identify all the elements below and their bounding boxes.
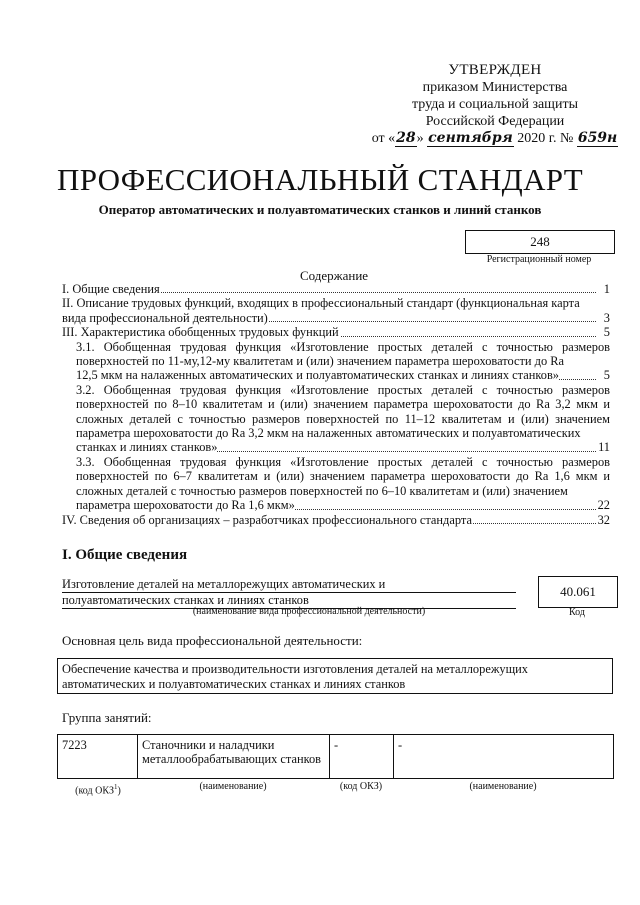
okz-code-cell: 7223 — [58, 735, 138, 779]
approval-date-line — [370, 130, 620, 147]
toc-item-3[interactable] — [62, 325, 610, 339]
date-year: 2020 г. № — [517, 131, 574, 146]
approval-line-2: труда и социальной защиты — [412, 97, 578, 112]
section-1-title: I. Общие сведения — [62, 547, 188, 563]
approval-line-3: Российской Федерации — [425, 114, 565, 129]
toc-item-text: I. Общие сведения — [62, 282, 160, 296]
occupation-group-label: Группа занятий: — [62, 710, 152, 725]
toc-item-1[interactable] — [62, 282, 610, 296]
approval-block — [370, 62, 620, 147]
document-subtitle: Оператор автоматических и полуавтоматических станков и линий станков — [98, 202, 542, 217]
handwritten-order-number: 659н — [577, 130, 618, 146]
approval-line-1: приказом Министерства — [422, 80, 568, 95]
toc-item-text: параметра шероховатости до Ra 1,6 мкм» — [76, 498, 295, 513]
occupation-name-cell-2: - — [394, 735, 614, 779]
toc-item-page: 5 — [603, 325, 610, 340]
toc-item-text-lead: II. Описание трудовых функций, входящих в профессиональный стандарт (функциональная карта — [62, 296, 580, 311]
activity-name-caption: (наименование вида профессиональной деятельности) — [192, 606, 426, 617]
toc-heading: Содержание — [299, 268, 369, 283]
toc-item-page: 22 — [597, 498, 610, 513]
toc-item-text: станках и линиях станков» — [76, 440, 218, 455]
activity-name — [62, 577, 516, 609]
occupation-group-table — [57, 734, 614, 779]
activity-code-box: 40.061 — [538, 576, 618, 608]
toc-item-text: III. Характеристика обобщенных трудовых функций — [62, 325, 339, 340]
toc-item-3-3[interactable] — [62, 455, 610, 513]
toc-item-text-lead: 3.1. Обобщенная трудовая функция «Изготовление простых деталей с точностью размеров поверхностей по 11-му,12-му квалитетам и (или) значением параметра шероховатости до Ra — [76, 339, 610, 369]
toc-item-page: 32 — [597, 512, 610, 527]
table-of-contents — [62, 282, 610, 527]
handwritten-day: 28 — [396, 130, 416, 146]
toc-item-text-lead: 3.3. Обобщенная трудовая функция «Изготовление простых деталей с точностью размеров поверхностей по 6–7 квалитетам и (или) значением параметра шероховатости до Ra 1,6 мкм и сложных деталей с точностью размеров поверхностей по 6–10 квалитетам и (или) значением — [76, 454, 610, 498]
activity-name-line-2: полуавтоматических станках и линиях станков — [62, 593, 516, 609]
toc-item-text-lead: 3.2. Обобщенная трудовая функция «Изготовление простых деталей с точностью размеров поверхностей по 8–10 квалитетам и (или) значением параметра шероховатости до Ra 3,2 мкм и сложных деталей с точностью размеров поверхностей по 11–12 квалитетам и (или) значением параметра шероховатости до Ra 3,2 мкм на налаженных автоматических и полуавтоматических — [76, 382, 610, 441]
toc-item-text: 12,5 мкм на налаженных автоматических и полуавтоматических станках и линиях станков» — [76, 368, 559, 383]
toc-item-text: вида профессиональной деятельности) — [62, 310, 268, 325]
occupation-name-caption-2: (наименование) — [469, 781, 537, 792]
toc-item-page: 11 — [598, 440, 610, 455]
registration-number-label: Регистрационный номер — [486, 254, 592, 265]
goal-label: Основная цель вида профессиональной деятельности: — [62, 633, 363, 648]
approved-label: УТВЕРЖДЕН — [448, 62, 542, 78]
handwritten-month: сентября — [428, 130, 513, 146]
activity-code-caption: Код — [569, 607, 585, 618]
occupation-name-caption: (наименование) — [199, 781, 267, 792]
date-day-close: » — [416, 131, 424, 146]
occupation-name-cell: Станочники и наладчики металлообрабатывающих станков — [138, 735, 330, 779]
toc-item-4[interactable] — [62, 513, 610, 527]
toc-item-2[interactable] — [62, 296, 610, 325]
goal-text-box: Обеспечение качества и производительности изготовления деталей на металлорежущих автоматических и полуавтоматических станках и линиях станков — [57, 658, 613, 694]
registration-number-box: 248 — [465, 230, 615, 254]
document-title: ПРОФЕССИОНАЛЬНЫЙ СТАНДАРТ — [57, 162, 583, 197]
okz-code-cell-2: - — [330, 735, 394, 779]
toc-item-text: IV. Сведения об организациях – разработчиках профессионального стандарта — [62, 512, 472, 527]
footnote-marker: 1 — [114, 783, 118, 791]
okz-code-caption: (код ОКЗ$^1$) — [75, 783, 121, 797]
toc-item-page: 3 — [603, 310, 610, 325]
okz-code-caption-2: (код ОКЗ) — [339, 781, 383, 792]
toc-item-3-1[interactable] — [62, 340, 610, 383]
toc-item-page: 5 — [603, 368, 610, 383]
activity-name-line-1: Изготовление деталей на металлорежущих автоматических и — [62, 577, 516, 593]
toc-item-page: 1 — [603, 282, 610, 296]
toc-item-3-2[interactable] — [62, 383, 610, 455]
table-row — [58, 735, 614, 779]
date-prefix: от « — [371, 131, 396, 146]
